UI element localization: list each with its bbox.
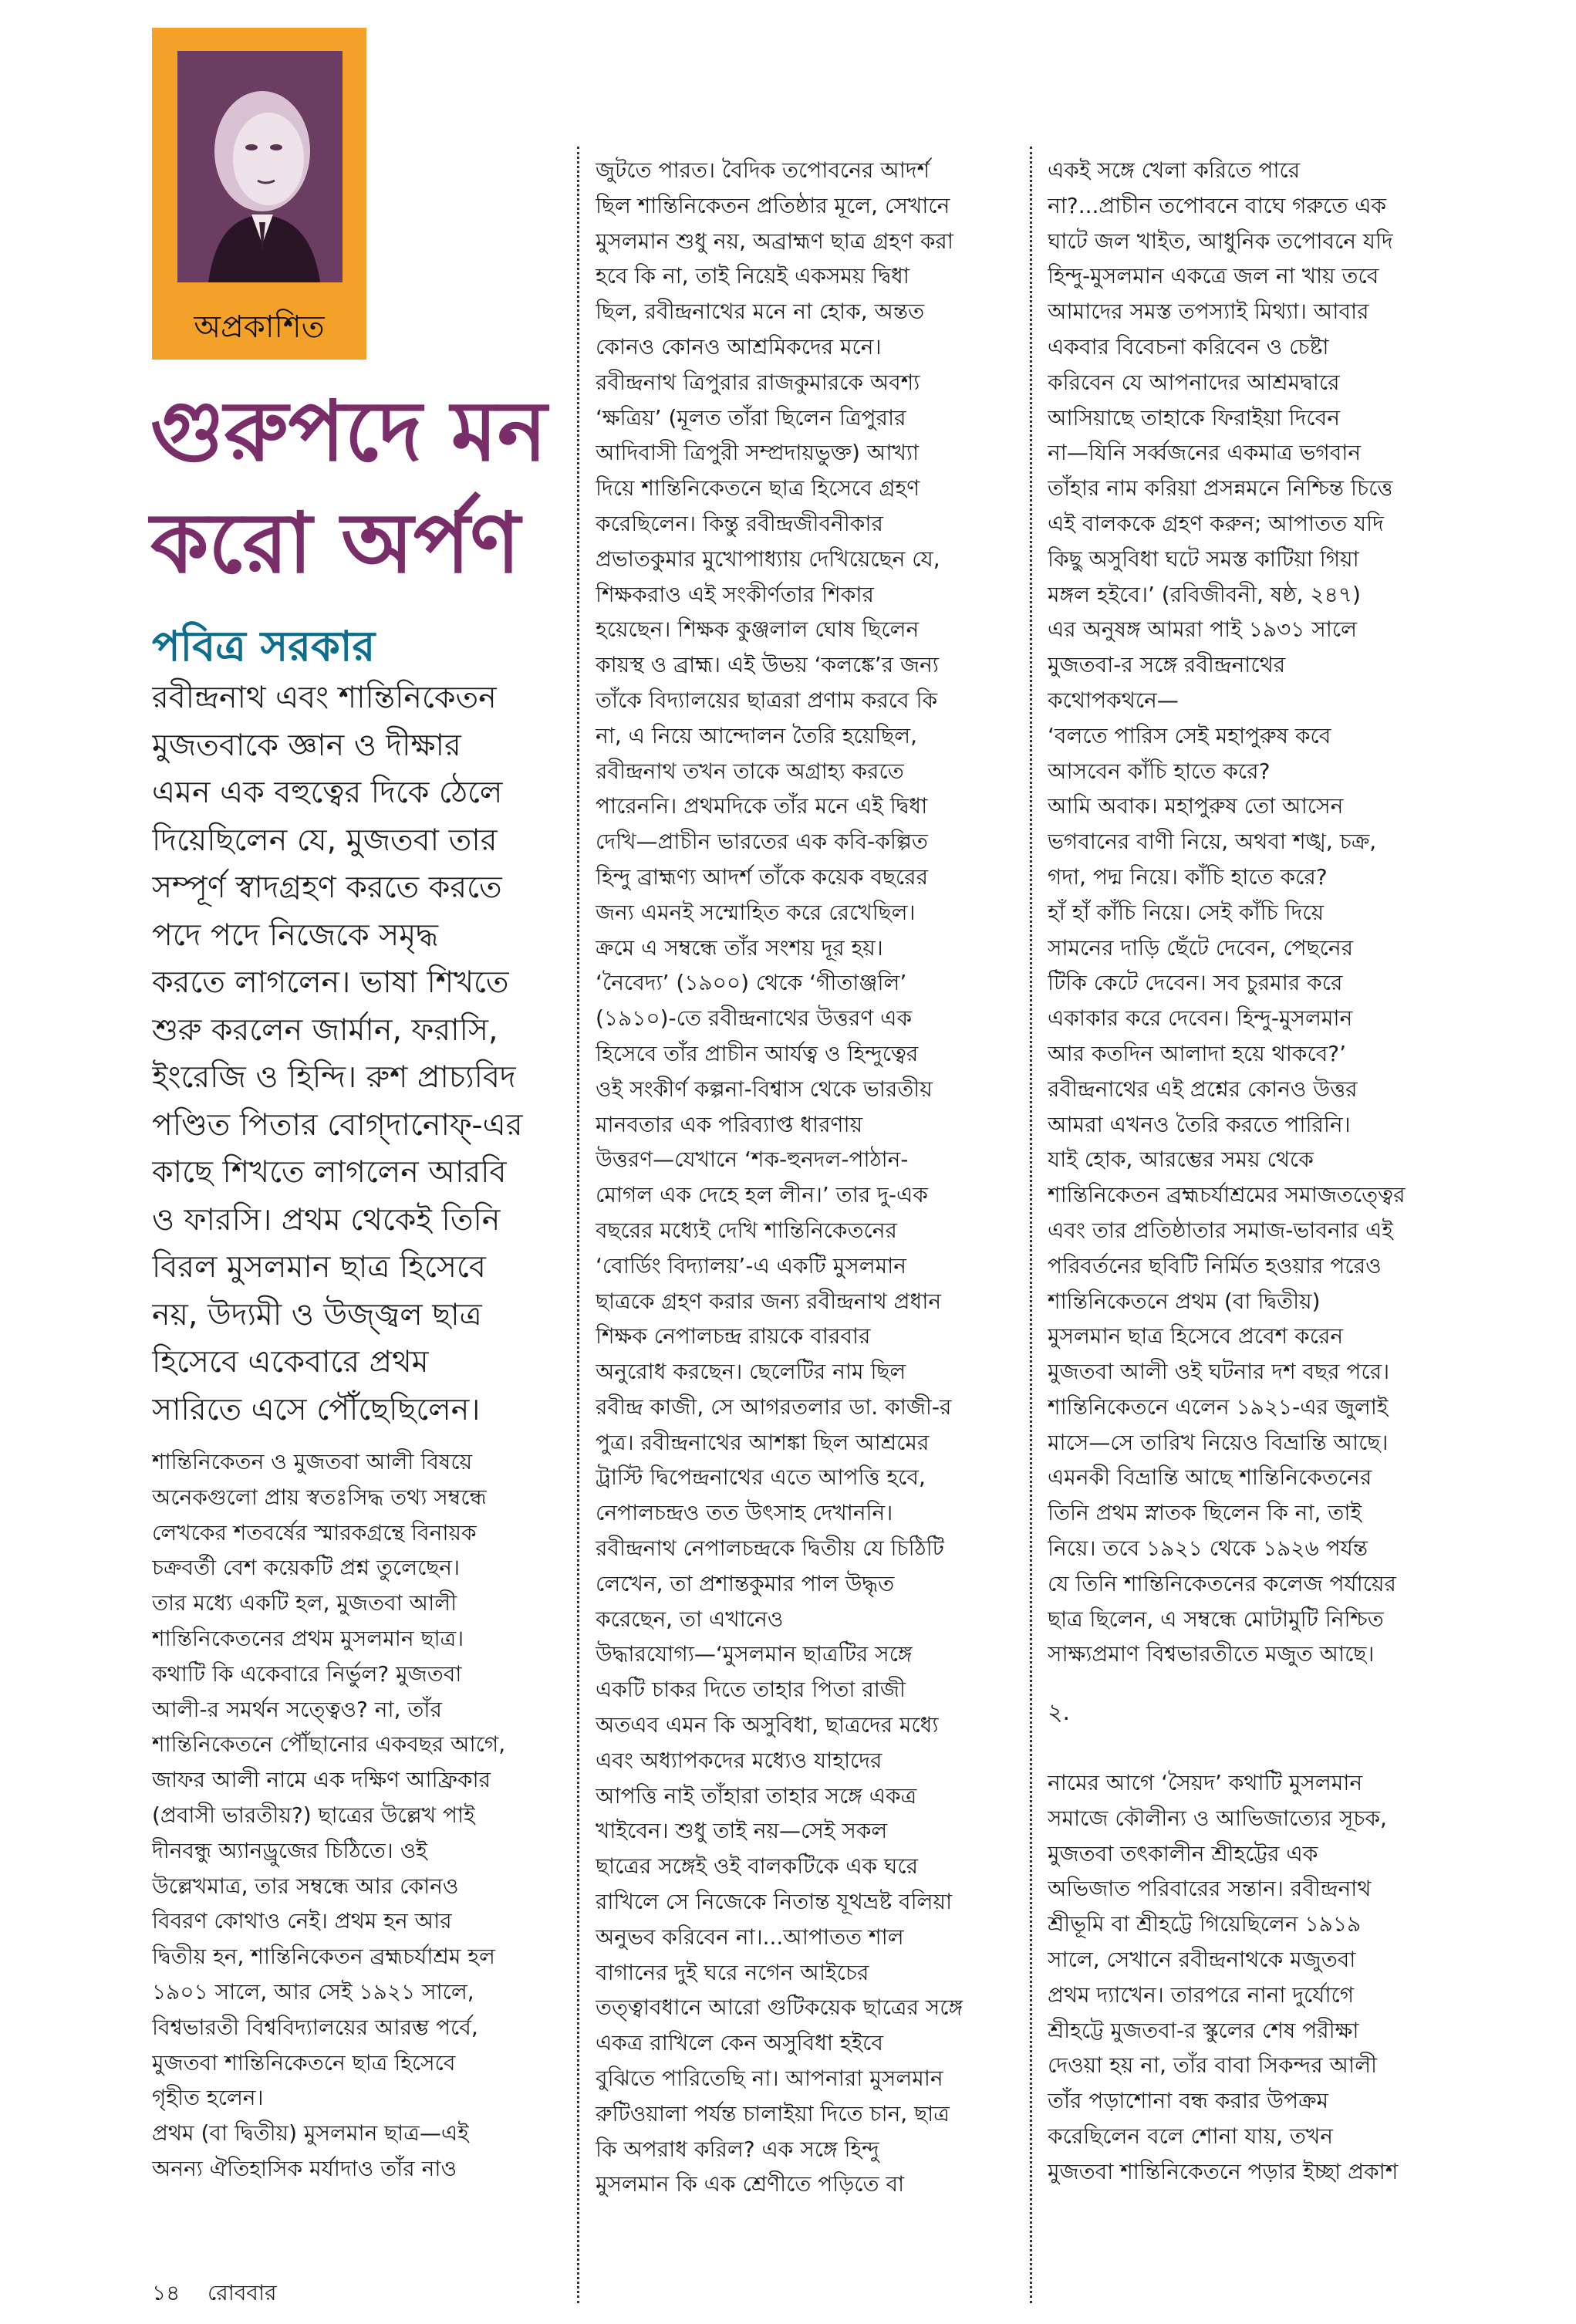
text-line: টিকি কেটে দেবেন। সব চুরমার করে	[1048, 970, 1343, 996]
text-line: সমাজে কৌলীন্য ও আভিজাত্যের সূচক,	[1048, 1805, 1387, 1831]
text-line: শান্তিনিকেতনে পৌঁছানোর একবছর আগে,	[152, 1731, 506, 1758]
lead-line: ও ফারসি। প্রথম থেকেই তিনি	[152, 1201, 501, 1238]
text-line: ঘাটে জল খাইত, আধুনিক তপোবনে যদি	[1048, 228, 1393, 254]
text-line: ছাত্রকে গ্রহণ করার জন্য রবীন্দ্রনাথ প্রধান	[596, 1288, 942, 1314]
column-3-part-1	[1048, 153, 1468, 1672]
text-line: মুজতবা তৎকালীন শ্রীহট্টের এক	[1048, 1840, 1318, 1866]
text-line: উত্তরণ—যেখানে ‘শক-হুনদল-পাঠান-	[596, 1147, 909, 1173]
text-line: আর কতদিন আলাদা হয়ে থাকবে?’	[1048, 1040, 1347, 1066]
text-line: আপত্তি নাই তাঁহারা তাহার সঙ্গে একত্র	[596, 1782, 917, 1809]
text-line: আমাদের সমস্ত তপস্যাই মিথ্যা। আবার	[1048, 299, 1369, 325]
column-2-text	[596, 153, 1016, 2202]
text-line: মুসলমান কি এক শ্রেণীতে পড়িতে বা	[596, 2171, 905, 2197]
lead-line: কাছে শিখতে লাগলেন আরবি	[152, 1154, 507, 1190]
text-line: দিয়ে শান্তিনিকেতনে ছাত্র হিসেবে গ্রহণ	[596, 475, 920, 502]
text-line: অনুভব করিবেন না।...আপাতত শাল	[596, 1924, 904, 1950]
text-line: জুটতে পারত। বৈদিক তপোবনের আদর্শ	[596, 157, 930, 183]
text-line: (১৯১০)-তে রবীন্দ্রনাথের উত্তরণ এক	[596, 1005, 913, 1032]
text-line: হিন্দু-মুসলমান একত্রে জল না খায় তবে	[1048, 263, 1379, 289]
text-line: অনন্য ঐতিহাসিক মর্যাদাও তাঁর নাও	[152, 2155, 457, 2181]
text-line: হিন্দু ব্রাহ্মণ্য আদর্শ তাঁকে কয়েক বছরের	[596, 863, 928, 890]
lead-line: রবীন্দ্রনাথ এবং শান্তিনিকেতন	[152, 680, 497, 715]
text-line: না—যিনি সর্ব্বজনের একমাত্র ভগবান	[1048, 440, 1362, 466]
text-line: নেপালচন্দ্রও তত উৎসাহ দেখাননি।	[596, 1500, 893, 1526]
text-line: কি অপরাধ করিল? এক সঙ্গে হিন্দু	[596, 2136, 879, 2162]
text-line: বিবরণ কোথাও নেই। প্রথম হন আর	[152, 1908, 452, 1934]
text-line: না?...প্রাচীন তপোবনে বাঘে গরুতে এক	[1048, 192, 1387, 218]
text-line: তত্ত্বাবধানে আরো গুটিকয়েক ছাত্রের সঙ্গে	[596, 1995, 963, 2021]
author-portrait	[177, 51, 343, 282]
text-line: ওই সংকীর্ণ কল্পনা-বিশ্বাস থেকে ভারতীয়	[596, 1076, 933, 1102]
author-name: পবিত্র সরকার	[152, 622, 376, 671]
lead-line: মুজতবাকে জ্ঞান ও দীক্ষার	[152, 727, 461, 763]
text-line: আলী-র সমর্থন সত্ত্বেও? না, তাঁর	[152, 1696, 442, 1722]
text-line: শান্তিনিকেতনে এলেন ১৯২১-এর জুলাই	[1048, 1393, 1389, 1420]
text-line: লেখেন, তা প্রশান্তকুমার পাল উদ্ধৃত	[596, 1570, 895, 1596]
text-line: হয়েছেন। শিক্ষক কুঞ্জলাল ঘোষ ছিলেন	[596, 616, 920, 643]
text-line: পরিবর্তনের ছবিটি নির্মিত হওয়ার পরেও	[1048, 1252, 1382, 1279]
text-line: আদিবাসী ত্রিপুরী সম্প্রদায়ভুক্ত) আখ্যা	[596, 440, 920, 466]
lead-line: পদে পদে নিজেকে সমৃদ্ধ	[152, 917, 439, 953]
text-line: একই সঙ্গে খেলা করিতে পারে	[1048, 157, 1301, 183]
text-line: প্রভাতকুমার মুখোপাধ্যায় দেখিয়েছেন যে,	[596, 546, 940, 572]
text-line: একত্র রাখিলে কেন অসুবিধা হইবে	[596, 2030, 884, 2056]
column-3-part-2	[1048, 1765, 1468, 2190]
text-line: মুজতবা শান্তিনিকেতনে ছাত্র হিসেবে	[152, 2049, 456, 2076]
text-line: ছিল, রবীন্দ্রনাথের মনে না হোক, অন্তত	[596, 299, 925, 325]
text-line: মানবতার এক পরিব্যাপ্ত ধারণায়	[596, 1111, 863, 1137]
text-line: ১৯০১ সালে, আর সেই ১৯২১ সালে,	[152, 1978, 474, 2005]
lead-line: সারিতে এসে পৌঁছেছিলেন।	[152, 1391, 481, 1427]
text-line: গৃহীত হলেন।	[152, 2085, 264, 2111]
text-line: হিসেবে তাঁর প্রাচীন আর্যত্ব ও হিন্দুত্বের	[596, 1040, 919, 1066]
lead-line: করতে লাগলেন। ভাষা শিখতে	[152, 964, 509, 1000]
text-line: পুত্র। রবীন্দ্রনাথের আশঙ্কা ছিল আশ্রমের	[596, 1429, 930, 1455]
text-line: জাফর আলী নামে এক দক্ষিণ আফ্রিকার	[152, 1767, 491, 1793]
text-line: আসবেন কাঁচি হাতে করে?	[1048, 758, 1271, 784]
text-line: অনেকগুলো প্রায় স্বতঃসিদ্ধ তথ্য সম্বন্ধে	[152, 1484, 487, 1510]
text-line: তার মধ্যে একটি হল, মুজতবা আলী	[152, 1590, 457, 1616]
section-number: ২.	[1048, 1699, 1071, 1727]
text-line: তাঁর পড়াশোনা বন্ধ করার উপক্রম	[1048, 2088, 1329, 2114]
text-line: সামনের দাড়ি ছেঁটে দেবেন, পেছনের	[1048, 934, 1354, 961]
text-line: উদ্ধারযোগ্য—‘মুসলমান ছাত্রটির সঙ্গে	[596, 1641, 913, 1667]
text-line: দেখি—প্রাচীন ভারতের এক কবি-কল্পিত	[596, 829, 928, 855]
text-line: করেছিলেন বলে শোনা যায়, তখন	[1048, 2123, 1333, 2150]
text-line: আসিয়াছে তাহাকে ফিরাইয়া দিবেন	[1048, 404, 1340, 431]
text-line: মুসলমান ছাত্র হিসেবে প্রবেশ করেন	[1048, 1323, 1344, 1349]
page-number: ১৪	[152, 2280, 181, 2305]
text-line: রবীন্দ্রনাথ নেপালচন্দ্রকে দ্বিতীয় যে চিঠিটি	[596, 1535, 944, 1562]
page-footer	[152, 2276, 277, 2312]
text-line: মঙ্গল হইবে।’ (রবিজীবনী, ষষ্ঠ, ২৪৭)	[1048, 581, 1361, 607]
text-line: কায়স্থ ও ব্রাহ্ম। এই উভয় ‘কলঙ্কে’র জন্য	[596, 652, 939, 678]
text-line: প্রথম (বা দ্বিতীয়) মুসলমান ছাত্র—এই	[152, 2120, 469, 2147]
lead-line: সম্পূর্ণ স্বাদগ্রহণ করতে করতে	[152, 870, 502, 905]
text-line: না, এ নিয়ে আন্দোলন তৈরি হয়েছিল,	[596, 722, 918, 748]
text-line: শ্রীভূমি বা শ্রীহট্টে গিয়েছিলেন ১৯১৯	[1048, 1911, 1362, 1937]
text-line: নামের আগে ‘সৈয়দ’ কথাটি মুসলমান	[1048, 1770, 1363, 1796]
headline-line-1: গুরুপদে মন	[150, 383, 548, 480]
text-line: করিবেন যে আপনাদের আশ্রমদ্বারে	[1048, 369, 1340, 395]
text-line: এই বালককে গ্রহণ করুন; আপাতত যদি	[1048, 510, 1384, 536]
text-line: বাগানের দুই ঘরে নগেন আইচের	[596, 1959, 869, 1985]
magazine-name: রোববার	[207, 2280, 277, 2305]
text-line: একবার বিবেচনা করিবেন ও চেষ্টা	[1048, 333, 1329, 360]
text-line: জন্য এমনই সম্মোহিত করে রেখেছিল।	[596, 899, 916, 925]
text-line: হাঁ হাঁ কাঁচি নিয়ে। সেই কাঁচি দিয়ে	[1048, 899, 1325, 925]
lead-line: ইংরেজি ও হিন্দি। রুশ প্রাচ্যবিদ	[152, 1059, 516, 1095]
text-line: খাইবেন। শুধু তাই নয়—সেই সকল	[596, 1818, 888, 1844]
text-line: একটি চাকর দিতে তাহার পিতা রাজী	[596, 1677, 906, 1703]
lead-line: বিরল মুসলমান ছাত্র হিসেবে	[152, 1249, 486, 1285]
lead-line: দিয়েছিলেন যে, মুজতবা তার	[152, 822, 498, 858]
text-line: ‘নৈবেদ্য’ (১৯০০) থেকে ‘গীতাঞ্জলি’	[596, 970, 907, 996]
text-line: তিনি প্রথম স্নাতক ছিলেন কি না, তাই	[1048, 1500, 1362, 1526]
text-line: দীনবন্ধু অ্যানড্রুজের চিঠিতে। ওই	[152, 1837, 427, 1863]
text-line: লেখকের শতবর্ষের স্মারকগ্রন্থে বিনায়ক	[152, 1519, 477, 1545]
text-line: আমি অবাক। মহাপুরুষ তো আসেন	[1048, 793, 1344, 819]
text-line: করেছিলেন। কিন্তু রবীন্দ্রজীবনীকার	[596, 510, 883, 536]
text-line: ভগবানের বাণী নিয়ে, অথবা শঙ্খ, চক্র,	[1048, 829, 1377, 855]
badge-label: অপ্রকাশিত	[194, 309, 325, 345]
column-3-text	[1048, 153, 1468, 2190]
text-line: মুজতবা শান্তিনিকেতনে পড়ার ইচ্ছা প্রকাশ	[1048, 2158, 1399, 2184]
lead-line: হিসেবে একেবারে প্রথম	[152, 1344, 429, 1380]
text-line: রবীন্দ্রনাথ ত্রিপুরার রাজকুমারকে অবশ্য	[596, 369, 920, 395]
column-divider	[577, 147, 579, 2303]
text-line: নিয়ে। তবে ১৯২১ থেকে ১৯২৬ পর্যন্ত	[1048, 1535, 1368, 1562]
text-line: চক্রবর্তী বেশ কয়েকটি প্রশ্ন তুলেছেন।	[152, 1555, 461, 1581]
lead-line: নয়, উদ্যমী ও উজ্জ্বল ছাত্র	[152, 1296, 482, 1333]
text-line: ছাত্র ছিলেন, এ সম্বন্ধে মোটামুটি নিশ্চিত	[1048, 1606, 1384, 1632]
text-line: ক্রমে এ সম্বন্ধে তাঁর সংশয় দূর হয়।	[596, 934, 883, 961]
text-line: রবীন্দ্রনাথের এই প্রশ্নের কোনও উত্তর	[1048, 1076, 1358, 1102]
text-line: তাঁকে বিদ্যালয়ের ছাত্ররা প্রণাম করবে কি	[596, 687, 938, 713]
text-line: ট্রাস্টি দ্বিপেন্দ্রনাথের এতে আপত্তি হবে,	[596, 1464, 926, 1491]
text-line: রুটিওয়ালা পর্যন্ত চালাইয়া দিতে চান, ছাত্র	[596, 2100, 950, 2126]
lead-line: এমন এক বহুত্বের দিকে ঠেলে	[152, 775, 503, 810]
text-line: তাঁহার নাম করিয়া প্রসন্নমনে নিশ্চিন্ত চিত্তে	[1048, 475, 1393, 502]
text-line: প্রথম দ্যাখেন। তারপরে নানা দুর্যোগে	[1048, 1981, 1355, 2008]
text-line: করেছেন, তা এখানেও	[596, 1606, 784, 1632]
text-line: কোনও কোনও আশ্রমিকদের মনে।	[596, 333, 882, 360]
text-line: মুসলমান শুধু নয়, অব্রাহ্মণ ছাত্র গ্রহণ করা	[596, 228, 953, 254]
text-line: এমনকী বিভ্রান্তি আছে শান্তিনিকেতনের	[1048, 1464, 1372, 1491]
text-line: বছরের মধ্যেই দেখি শান্তিনিকেতনের	[596, 1217, 897, 1243]
text-line: যাই হোক, আরম্ভের সময় থেকে	[1048, 1147, 1314, 1173]
text-line: গদা, পদ্ম নিয়ে। কাঁচি হাতে করে?	[1048, 863, 1328, 890]
lead-paragraph	[152, 674, 584, 1434]
headline-line-2: করো অর্পণ	[150, 495, 521, 592]
text-line: অতএব এমন কি অসুবিধা, ছাত্রদের মধ্যে	[596, 1712, 939, 1738]
text-line: হবে কি না, তাই নিয়েই একসময় দ্বিধা	[596, 263, 909, 289]
text-line: শিক্ষকরাও এই সংকীর্ণতার শিকার	[596, 581, 874, 607]
text-line: অভিজাত পরিবারের সন্তান। রবীন্দ্রনাথ	[1048, 1876, 1372, 1902]
text-line: শিক্ষক নেপালচন্দ্র রায়কে বারবার	[596, 1323, 871, 1349]
text-line: ‘ক্ষত্রিয়’ (মূলত তাঁরা ছিলেন ত্রিপুরার	[596, 404, 906, 431]
text-line: রবীন্দ্রনাথ তখন তাকে অগ্রাহ্য করতে	[596, 758, 904, 784]
text-line: আমরা এখনও তৈরি করতে পারিনি।	[1048, 1111, 1351, 1137]
text-line: মাসে—সে তারিখ নিয়েও বিভ্রান্তি আছে।	[1048, 1429, 1389, 1455]
text-line: মোগল এক দেহে হল লীন।’ তার দু-এক	[596, 1182, 928, 1208]
text-line: পারেননি। প্রথমদিকে তাঁর মনে এই দ্বিধা	[596, 793, 928, 819]
text-line: ছিল শান্তিনিকেতন প্রতিষ্ঠার মূলে, সেখানে	[596, 192, 950, 218]
lead-line: পণ্ডিত পিতার বোগ্‌দানোফ্‌-এর	[152, 1106, 523, 1143]
column-1-text	[152, 1444, 572, 2187]
text-line: ছাত্রের সঙ্গেই ওই বালকটিকে এক ঘরে	[596, 1853, 918, 1880]
text-line: মুজতবা আলী ওই ঘটনার দশ বছর পরে।	[1048, 1359, 1390, 1385]
text-line: অনুরোধ করছেন। ছেলেটির নাম ছিল	[596, 1359, 906, 1385]
text-line: এবং তার প্রতিষ্ঠাতার সমাজ-ভাবনার এই	[1048, 1217, 1393, 1243]
text-line: কিছু অসুবিধা ঘটে সমস্ত কাটিয়া গিয়া	[1048, 546, 1359, 572]
text-line: যে তিনি শান্তিনিকেতনের কলেজ পর্যায়ের	[1048, 1570, 1396, 1596]
text-line: কথোপকথনে—	[1048, 687, 1179, 713]
text-line: ‘বলতে পারিস সেই মহাপুরুষ কবে	[1048, 722, 1331, 748]
text-line: এর অনুষঙ্গ আমরা পাই ১৯৩১ সালে	[1048, 616, 1358, 643]
text-line: ‘বোর্ডিং বিদ্যালয়’-এ একটি মুসলমান	[596, 1252, 906, 1279]
text-line: বিশ্বভারতী বিশ্ববিদ্যালয়ের আরম্ভ পর্বে,	[152, 2014, 478, 2040]
text-line: সাক্ষ্যপ্রমাণ বিশ্বভারতীতে মজুত আছে।	[1048, 1641, 1375, 1667]
text-line: রবীন্দ্র কাজী, সে আগরতলার ডা. কাজী-র	[596, 1393, 952, 1420]
text-line: সালে, সেখানে রবীন্দ্রনাথকে মজুতবা	[1048, 1947, 1356, 1973]
text-line: শান্তিনিকেতন ব্রহ্মচর্যাশ্রমের সমাজতত্ত্বের	[1048, 1182, 1406, 1208]
text-line: মুজতবা-র সঙ্গে রবীন্দ্রনাথের	[1048, 652, 1286, 678]
text-line: কথাটি কি একেবারে নির্ভুল? মুজতবা	[152, 1660, 462, 1687]
lead-line: শুরু করলেন জার্মান, ফরাসি,	[152, 1012, 498, 1048]
text-line: উল্লেখমাত্র, তার সম্বন্ধে আর কোনও	[152, 1873, 459, 1899]
text-line: শান্তিনিকেতনের প্রথম মুসলমান ছাত্র।	[152, 1625, 464, 1651]
text-line: রাখিলে সে নিজেকে নিতান্ত যূথভ্রষ্ট বলিয়া	[596, 1889, 953, 1915]
text-line: দেওয়া হয় না, তাঁর বাবা সিকন্দর আলী	[1048, 2052, 1378, 2079]
text-line: শ্রীহট্টে মুজতবা-র স্কুলের শেষ পরীক্ষা	[1048, 2017, 1359, 2043]
column-divider	[1030, 147, 1032, 2303]
text-line: দ্বিতীয় হন, শান্তিনিকেতন ব্রহ্মচর্যাশ্রম হল	[152, 1944, 495, 1970]
text-line: শান্তিনিকেতনে প্রথম (বা দ্বিতীয়)	[1048, 1288, 1321, 1314]
text-line: এবং অধ্যাপকদের মধ্যেও যাহাদের	[596, 1747, 882, 1773]
text-line: একাকার করে দেবেন। হিন্দু-মুসলমান	[1048, 1005, 1353, 1032]
text-line: শান্তিনিকেতন ও মুজতবা আলী বিষয়ে	[152, 1449, 473, 1474]
text-line: (প্রবাসী ভারতীয়?) ছাত্রের উল্লেখ পাই	[152, 1802, 475, 1828]
text-line: বুঝিতে পারিতেছি না। আপনারা মুসলমান	[596, 2066, 943, 2092]
